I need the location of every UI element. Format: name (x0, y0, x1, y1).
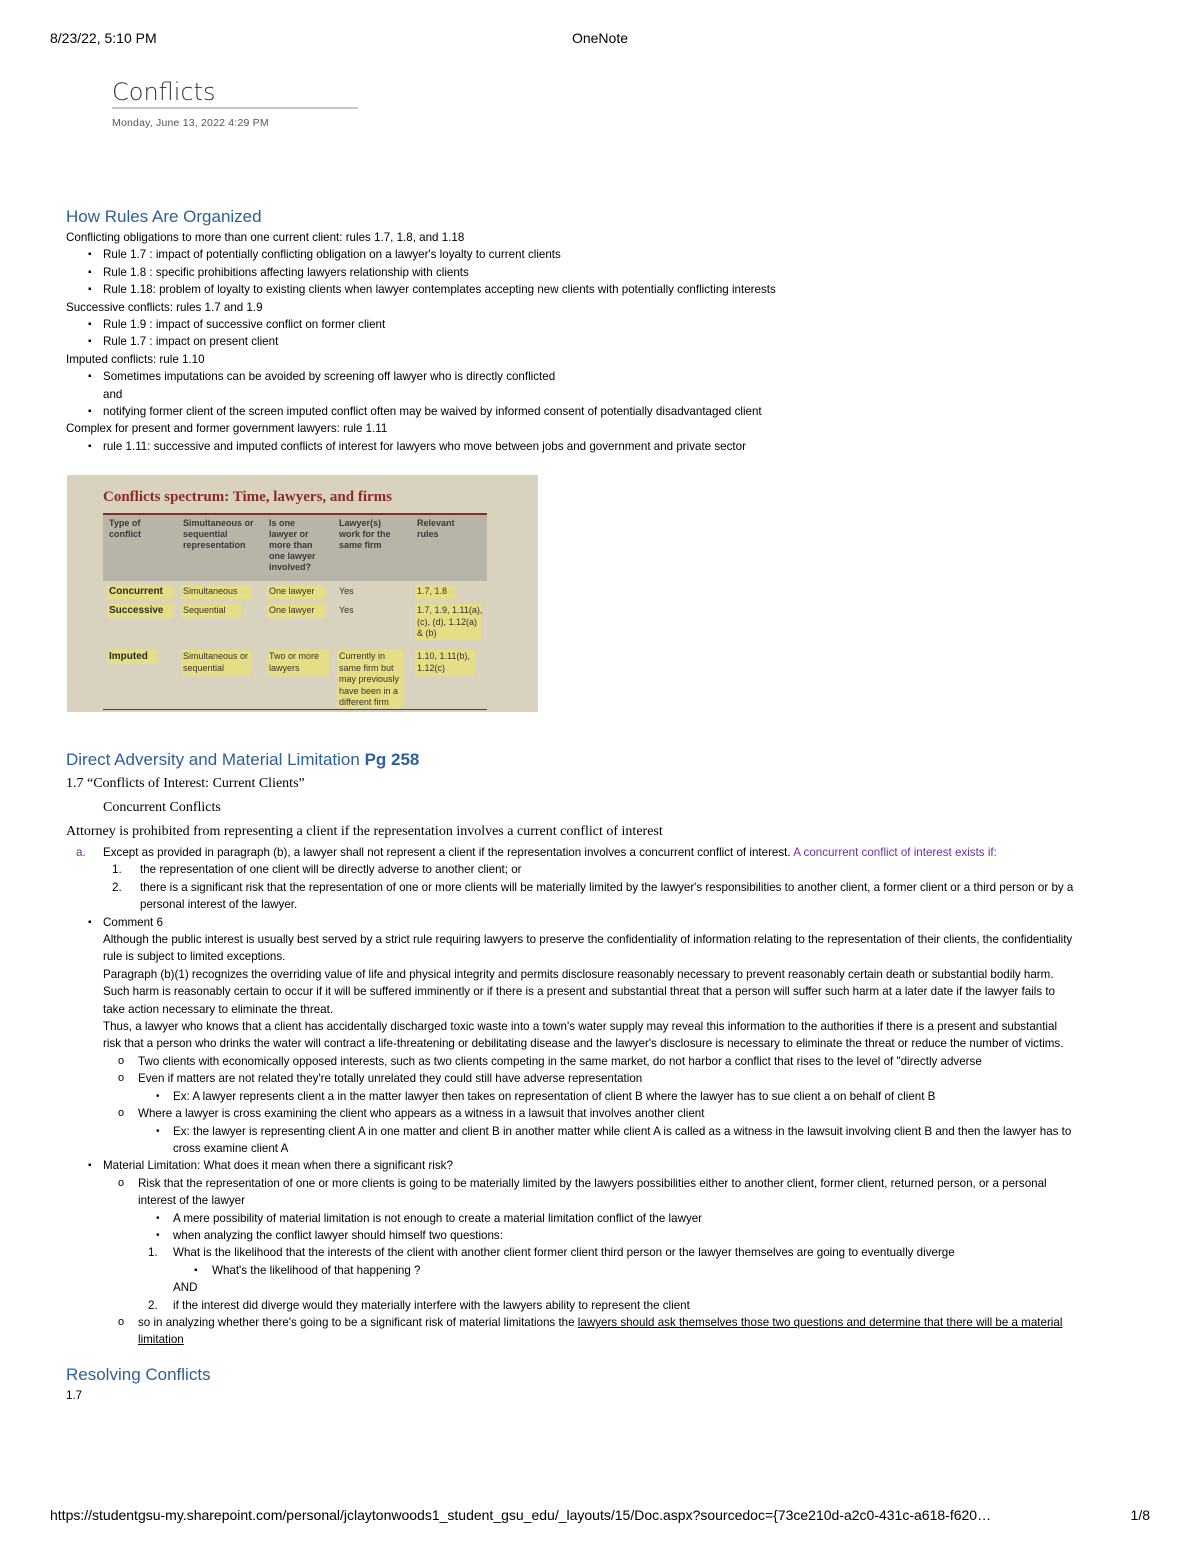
list-item: • when analyzing the conflict lawyer should himself two questions: (66, 1227, 1076, 1244)
list-item: ▪ Rule 1.7 : impact on present client (66, 333, 1076, 350)
photo-table-cell: Concurrent (109, 586, 163, 597)
serif-paragraph: 1.7 “Conflicts of Interest: Current Clients” (66, 776, 305, 791)
list-marker: 1. (148, 1246, 158, 1260)
photo-table-cell: 1.10, 1.11(b), 1.12(c) (417, 651, 470, 673)
photo-table-cell: Successive (109, 605, 164, 616)
photo-table-title: Conflicts spectrum: Time, lawyers, and firms (103, 489, 392, 505)
photo-table-cell: Yes (339, 586, 354, 596)
note-content[interactable] (66, 205, 1076, 455)
list-item: ▪ Sometimes imputations can be avoided by screening off lawyer who is directly conflicted (66, 368, 1076, 385)
list-item: • Ex: A lawyer represents client a in the matter lawyer then takes on representation of client B where the lawyer has to sue client a on behalf of client B (66, 1088, 1076, 1105)
photo-table-cell: One lawyer (269, 586, 315, 596)
paragraph: AND (173, 1281, 198, 1295)
list-marker: 2. (112, 880, 122, 894)
list-text: there is a significant risk that the representation of one or more clients will be materially limited by the lawyer's responsibilities to another client, a former client or a third person or by a personal interest of the lawyer. (140, 880, 1074, 912)
heading-how-rules-organized: How Rules Are Organized (66, 207, 262, 226)
list-item: o Two clients with economically opposed interests, such as two clients competing in the same market, do not harbor a conflict that rises to the level of "directly adverse (66, 1053, 1076, 1070)
print-header (50, 30, 1150, 50)
paragraph: Imputed conflicts: rule 1.10 (66, 352, 205, 366)
print-app-name: OneNote (571, 30, 629, 46)
list-text: if the interest did diverge would they materially interfere with the lawyers ability to represent the client (173, 1298, 690, 1312)
note-content-2[interactable] (66, 748, 1076, 1404)
list-item: • A mere possibility of material limitation is not enough to create a material limitation conflict of the lawyer (66, 1210, 1076, 1227)
rule-text: Except as provided in paragraph (b), a lawyer shall not represent a client if the representation involves a concurrent conflict of interest. (103, 846, 791, 859)
list-item (66, 1314, 1076, 1349)
paragraph: Although the public interest is usually best served by a strict rule requiring lawyers to preserve the confidentiality of information relating to the representation of their clients, the confidentiality rule is subject to limited exceptions. (103, 933, 1073, 964)
list-text: What is the likelihood that the interests of the client with another client former client third person or the lawyer themselves are going to eventually diverge (173, 1246, 955, 1260)
photo-table-cell: Simultaneous (183, 586, 238, 596)
photo-table-cell: Imputed (109, 651, 148, 662)
list-item: o Where a lawyer is cross examining the client who appears as a witness in a lawsuit that involves another client (66, 1105, 1076, 1122)
list-item: ▪ Rule 1.9 : impact of successive conflict on former client (66, 316, 1076, 333)
list-item: ▪ notifying former client of the screen imputed conflict often may be waived by informed consent of potentially disadvantaged client (66, 403, 1076, 420)
heading-text: Direct Adversity and Material Limitation (66, 750, 360, 769)
numbered-item (66, 1297, 1076, 1314)
list-item: ▪ Material Limitation: What does it mean when there a significant risk? (66, 1157, 1076, 1174)
photo-table-cell: Currently in same firm but may previously have been in a different firm (339, 651, 400, 707)
photo-table-cell: One lawyer (269, 605, 315, 615)
paragraph: and (103, 387, 123, 401)
print-datetime: 8/23/22, 5:10 PM (50, 30, 157, 46)
list-marker: 2. (148, 1298, 158, 1312)
title-underline (112, 107, 358, 109)
list-item: o Risk that the representation of one or more clients is going to be materially limited by the lawyers possibilities either to another client, former client, returned person, or a personal interest of the lawyer (66, 1175, 1076, 1210)
paragraph: Thus, a lawyer who knows that a client has accidentally discharged toxic waste into a town's water supply may reveal this information to the authorities if there is a present and substantial risk that a person who drinks the water will contract a life-threatening or debilitating disease and the lawyer's disclosure is necessary to eliminate the threat or reduce the number of victims. (103, 1020, 1064, 1051)
numbered-item (66, 879, 1076, 914)
photo-table-header: Lawyer(s) work for the same firm (339, 518, 391, 550)
print-page-number: 1/8 (1130, 1507, 1150, 1523)
photo-table-cell: Two or more lawyers (269, 651, 320, 673)
list-item: ▪ Comment 6 (66, 914, 1076, 931)
list-item: ▪ Rule 1.7 : impact of potentially conflicting obligation on a lawyer's loyalty to current clients (66, 246, 1076, 263)
heading-page-ref: Pg 258 (364, 750, 420, 769)
page-date: Monday, June 13, 2022 4:29 PM (112, 117, 269, 129)
serif-paragraph: Attorney is prohibited from representing a client if the representation involves a current conflict of interest (66, 824, 663, 839)
list-item: ▪ rule 1.11: successive and imputed conflicts of interest for lawyers who move between jobs and government and private sector (66, 438, 1076, 455)
print-footer (50, 1507, 1150, 1527)
list-item: ▪ Rule 1.18: problem of loyalty to existing clients when lawyer contemplates accepting new clients with potentially conflicting interests (66, 281, 1076, 298)
numbered-item (66, 861, 1076, 878)
numbered-item (66, 1244, 1076, 1261)
photo-table-header: Simultaneous or sequential representation (183, 518, 254, 550)
photo-table-cell: 1.7, 1.9, 1.11(a), (c), (d), 1.12(a) & (b) (417, 605, 483, 638)
textbook-table-photo[interactable] (67, 475, 538, 712)
list-item: ▪ What's the likelihood of that happening ? (66, 1262, 1076, 1279)
photo-table-cell: Sequential (183, 605, 226, 615)
serif-paragraph: Concurrent Conflicts (103, 800, 221, 815)
photo-table-cell: Simultaneous or sequential (183, 651, 249, 673)
heading-resolving-conflicts: Resolving Conflicts (66, 1364, 211, 1384)
photo-table-header: Relevant rules (417, 518, 455, 539)
photo-table-bottom-rule (103, 709, 487, 710)
paragraph: Conflicting obligations to more than one current client: rules 1.7, 1.8, and 1.18 (66, 231, 465, 244)
numbered-item-a (66, 844, 1076, 861)
paragraph: Complex for present and former government lawyers: rule 1.11 (66, 422, 388, 436)
photo-table-header: Type of conflict (109, 518, 142, 539)
underlined-text: lawyers should ask themselves those two questions and determine that there will be a material limitation (138, 1315, 1063, 1347)
paragraph: Paragraph (b)(1) recognizes the overriding value of life and physical integrity and permits disclosure reasonably necessary to prevent reasonably certain death or substantial bodily harm. Such harm is reasonably certain to occur if it will be suffered imminently or if there is a present and substantial threat that a person will suffer such harm at a later date if the lawyer fails to take action necessary to eliminate the threat. (103, 967, 1056, 1016)
paragraph: Successive conflicts: rules 1.7 and 1.9 (66, 300, 263, 314)
photo-table-header: Is one lawyer or more than one lawyer involved? (269, 518, 316, 572)
photo-table-cell: 1.7, 1.8 (417, 586, 448, 596)
list-item: o Even if matters are not related they're totally unrelated they could still have adverse representation (66, 1070, 1076, 1087)
page-title[interactable]: Conflicts (112, 78, 216, 106)
spacer (66, 1349, 1076, 1363)
print-url: https://studentgsu-my.sharepoint.com/personal/jclaytonwoods1_student_gsu_edu/_layouts/15/Doc.aspx?sourcedoc={73ce210d-a2c0-431c-a618-f620… (50, 1507, 992, 1523)
list-item: ▪ Rule 1.8 : specific prohibitions affecting lawyers relationship with clients (66, 264, 1076, 281)
list-item: • Ex: the lawyer is representing client A in one matter and client B in another matter while client A is called as a witness in the lawsuit involving client B and then the lawyer has to cross examine client A (66, 1123, 1076, 1158)
list-marker: a. (76, 846, 86, 859)
paragraph: 1.7 (66, 1388, 83, 1402)
list-marker: 1. (112, 863, 122, 877)
list-text: so in analyzing whether there's going to be a significant risk of material limitations the (138, 1315, 575, 1329)
heading-direct-adversity (66, 748, 1076, 772)
photo-table-cell: Yes (339, 605, 354, 615)
rule-text-purple: A concurrent conflict of interest exists if: (793, 846, 997, 859)
list-text: the representation of one client will be directly adverse to another client; or (140, 863, 522, 877)
